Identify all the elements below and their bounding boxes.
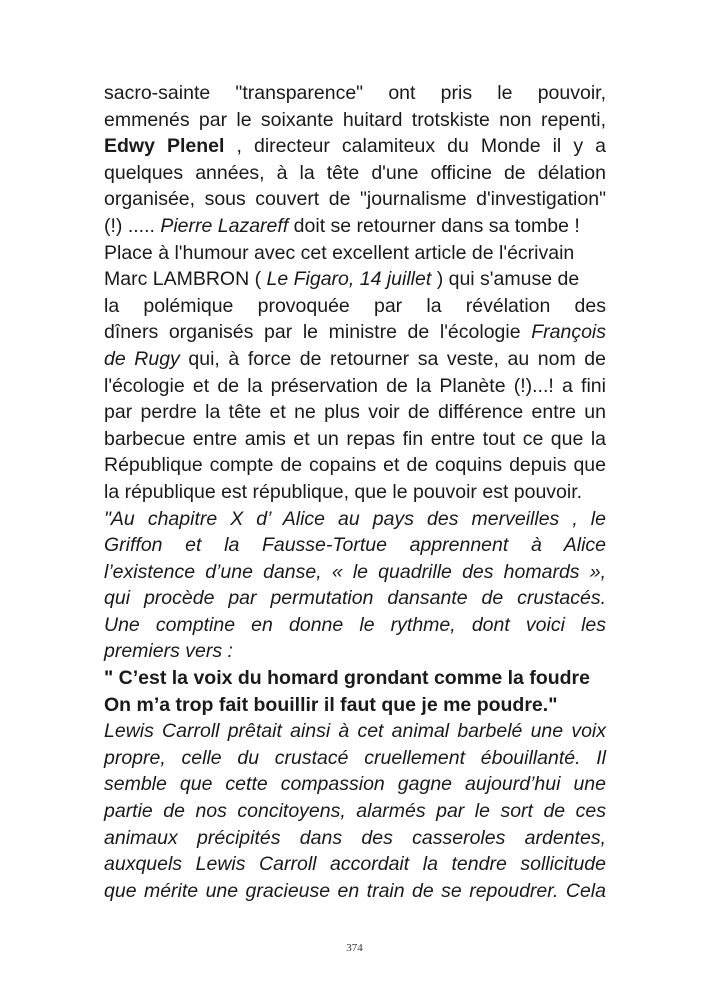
text-line [104, 319, 606, 346]
text-fragment: , directeur calamiteux du Monde il y a [236, 135, 606, 158]
text-line: sacro-sainte "transparence" ont pris le pouvoir, [104, 82, 606, 104]
quote-line: auxquels Lewis Carroll accordait la tendre sollicitude [104, 853, 606, 876]
quote-line: Une comptine en donne le rythme, dont voici les [104, 613, 606, 636]
quote-line: "Au chapitre X d’ Alice au pays des merveilles , le [104, 507, 606, 530]
text-fragment: doit se retourner dans sa tombe ! [288, 214, 580, 237]
text-line: barbecue entre amis et un repas fin entre tout ce que la [104, 427, 606, 450]
quote-line: premiers vers : [104, 640, 233, 663]
text-line: République compte de copains et de coquins depuis que [104, 454, 606, 477]
quote-line: semble que cette compassion gagne aujourd’hui une [104, 773, 606, 796]
text-line: la république est république, que le pouvoir est pouvoir. [104, 480, 583, 503]
text-fragment: (!) ..... [104, 214, 161, 237]
text-line: l'écologie et de la préservation de la Planète (!)...! a fini [104, 374, 606, 397]
quote-line: qui procède par permutation dansante de crustacés. [104, 587, 606, 610]
text-line: par perdre la tête et ne plus voir de différence entre un [104, 401, 606, 424]
text-line: emmenés par le soixante huitard trotskiste non repenti, [104, 108, 606, 131]
page-body [104, 80, 606, 904]
poem-line: " C’est la voix du homard grondant comme la foudre [104, 667, 590, 690]
text-fragment: qui, à force de retourner sa veste, au nom de [188, 347, 606, 370]
quote-line: animaux précipités dans des casseroles ardentes, [104, 826, 606, 849]
text-line: Place à l'humour avec cet excellent article de l'écrivain [104, 241, 575, 264]
page-number: 374 [346, 942, 363, 954]
quote-line: partie de nos concitoyens, alarmés par le sort de ces [104, 800, 606, 823]
name-rugy: de Rugy [104, 347, 180, 370]
name-plenel: Edwy Plenel [104, 135, 225, 158]
text-line: quelques années, à la tête d'une officine de délation [104, 161, 606, 184]
name-lazareff: Pierre Lazareff [160, 214, 289, 237]
source-figaro: Le Figaro, 14 juillet [266, 268, 432, 291]
quote-line: Griffon et la Fausse-Tortue apprennent à Alice [104, 534, 606, 557]
quote-line: Lewis Carroll prêtait ainsi à cet animal barbelé une voix [104, 720, 606, 743]
text-line: la polémique provoquée par la révélation des [104, 294, 606, 317]
text-fragment: Marc LAMBRON ( [104, 268, 267, 291]
text-line [104, 213, 606, 240]
text-line [104, 346, 606, 373]
quote-line: l’existence d’une danse, « le quadrille des homards », [104, 560, 606, 583]
text-fragment: dîners organisés par le ministre de l'écologie [104, 321, 532, 344]
text-fragment: ) qui s'amuse de [431, 268, 580, 291]
quote-line: propre, celle du crustacé cruellement ébouillanté. Il [104, 746, 606, 769]
poem-line: On m’a trop fait bouillir il faut que je me poudre." [104, 693, 558, 716]
text-line: organisée, sous couvert de "journalisme d'investigation" [104, 188, 606, 211]
text-line [104, 266, 606, 293]
text-line [104, 133, 606, 160]
quote-line: que mérite une gracieuse en train de se repoudrer. Cela [104, 879, 606, 902]
name-francois: François [531, 321, 606, 344]
